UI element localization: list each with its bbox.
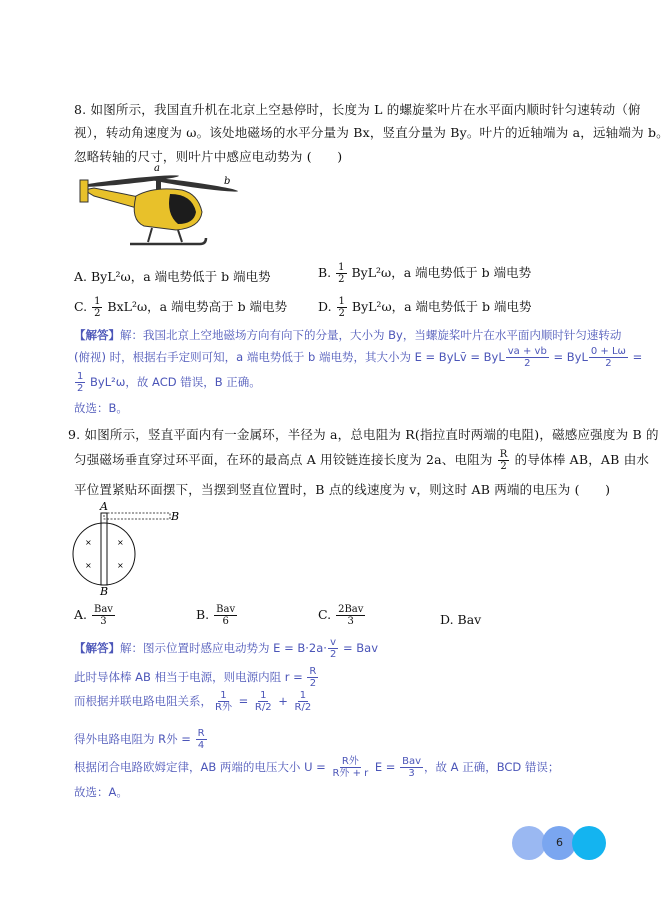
q9-answer-line-4 bbox=[74, 728, 208, 751]
q9-line-2-text: 匀强磁场垂直穿过环平面，在环的最高点 A 用铰链连接长度为 2a、电阻为 bbox=[74, 452, 497, 467]
q8-answer-text-3: ByL²ω，故 ACD 错误，B 正确。 bbox=[86, 375, 261, 389]
fraction-denominator: 3 bbox=[347, 616, 354, 627]
helicopter-figure bbox=[74, 160, 244, 252]
q8-option-c-prefix: C. bbox=[74, 299, 92, 314]
q8-option-b-text: ByL²ω，a 端电势低于 b 端电势 bbox=[347, 265, 532, 280]
landing-skid bbox=[130, 238, 206, 244]
q9-option-b-prefix: B. bbox=[196, 607, 214, 622]
fraction-denominator: R/2 bbox=[254, 702, 272, 713]
page-number: 6 bbox=[556, 836, 563, 849]
q9-option-d[interactable]: D. Bav bbox=[440, 612, 482, 627]
q9-option-b-fraction bbox=[214, 604, 237, 627]
fraction-denominator: 2 bbox=[500, 461, 507, 472]
fraction-numerator: R bbox=[499, 449, 508, 460]
q9-answer-text-1: 解：图示位置时感应电动势为 E = B·2a· bbox=[120, 641, 327, 655]
fraction-denominator: 2 bbox=[338, 308, 345, 319]
q9-option-b[interactable] bbox=[196, 604, 238, 627]
fraction-numerator: Bav bbox=[216, 604, 236, 615]
q8-answer-line-1 bbox=[74, 327, 621, 343]
q9-line-2-fraction bbox=[498, 449, 510, 472]
fraction-numerator: 1 bbox=[77, 371, 84, 382]
field-cross-4: × bbox=[117, 561, 124, 570]
q8-answer-fraction-2 bbox=[589, 346, 628, 369]
skid-strut-2 bbox=[178, 230, 182, 242]
q8-answer-line-4: 故选：B。 bbox=[74, 401, 128, 415]
q8-answer-fraction-1 bbox=[506, 346, 549, 369]
q9-answer-eq: = bbox=[234, 694, 252, 708]
q8-answer-fraction-3 bbox=[75, 371, 85, 394]
q8-answer-text-2c: = bbox=[628, 350, 643, 364]
q9-line-2 bbox=[74, 448, 649, 472]
blade-end-a-label: a bbox=[154, 163, 160, 174]
q9-option-c-fraction bbox=[336, 604, 365, 627]
q9-answer-text-3: 而根据并联电路电阻关系， bbox=[74, 694, 212, 708]
fraction-denominator: 2 bbox=[77, 383, 84, 394]
q9-answer-fraction-4 bbox=[196, 728, 207, 751]
q9-answer-line-5 bbox=[74, 756, 559, 779]
fraction-numerator: 1 bbox=[94, 296, 101, 307]
fraction-numerator: 1 bbox=[299, 690, 307, 701]
q9-answer-fraction-3c bbox=[293, 690, 314, 713]
q9-line-3: 平位置紧贴环面摆下，当摆到竖直位置时，B 点的线速度为 v，则这时 AB 两端的电压为 ( ) bbox=[74, 482, 611, 497]
q9-answer-text-1b: = Bav bbox=[339, 641, 379, 655]
q9-line-1: 9. 如图所示，竖直平面内有一金属环，半径为 a，总电阻为 R(指拉直时两端的电阻)，磁感应强度为 B 的 bbox=[68, 427, 659, 442]
q8-option-b-fraction bbox=[336, 262, 346, 285]
q9-answer-text-5: 根据闭合电路欧姆定律，AB 两端的电压大小 U = bbox=[74, 760, 330, 774]
fraction-denominator: R外 + r bbox=[332, 768, 369, 779]
point-b-bottom-label: B bbox=[100, 585, 109, 598]
fraction-numerator: 1 bbox=[338, 296, 345, 307]
q8-answer-text-1: 解：我国北京上空地磁场方向有向下的分量，大小为 By，当螺旋桨叶片在水平面内顺时针匀速转动 bbox=[120, 328, 622, 342]
q8-option-b-prefix: B. bbox=[318, 265, 336, 280]
fraction-denominator: 2 bbox=[338, 274, 345, 285]
fraction-numerator: Bav bbox=[93, 604, 113, 615]
q9-answer-text-5c: ，故 A 正确，BCD 错误； bbox=[424, 760, 560, 774]
fraction-denominator: 6 bbox=[222, 616, 229, 627]
fraction-denominator: 2 bbox=[605, 358, 612, 369]
fraction-numerator: 1 bbox=[260, 690, 267, 701]
fraction-denominator: 3 bbox=[408, 768, 415, 779]
q8-option-b[interactable] bbox=[318, 262, 531, 285]
fraction-denominator: 2 bbox=[329, 649, 337, 660]
fraction-numerator: 2Bav bbox=[338, 604, 364, 615]
fraction-numerator: va + vb bbox=[507, 346, 547, 357]
q8-answer-line-3 bbox=[74, 371, 261, 394]
point-a-label: A bbox=[100, 500, 108, 513]
q8-option-d-fraction bbox=[337, 296, 347, 319]
fraction-denominator: 3 bbox=[100, 616, 107, 627]
ring-figure bbox=[66, 498, 186, 598]
q8-option-c-text: BxL²ω，a 端电势高于 b 端电势 bbox=[103, 299, 288, 314]
q9-option-a-prefix: A. bbox=[74, 607, 91, 622]
q8-option-c-fraction bbox=[92, 296, 102, 319]
fraction-numerator: R外 bbox=[341, 756, 359, 767]
field-cross-2: × bbox=[117, 538, 124, 547]
q9-answer-line-1 bbox=[74, 637, 378, 660]
fraction-denominator: 2 bbox=[309, 678, 317, 689]
q8-option-d[interactable] bbox=[318, 296, 532, 319]
fraction-denominator: 4 bbox=[197, 740, 205, 751]
q9-answer-fraction-5b bbox=[400, 756, 423, 779]
q9-answer-line-6: 故选：A。 bbox=[74, 785, 128, 799]
q9-option-c[interactable] bbox=[318, 604, 366, 627]
q8-line-3: 忽略转轴的尺寸，则叶片中感应电动势为 ( ) bbox=[74, 149, 343, 164]
q8-answer-text-2: (俯视) 时，根据右手定则可知，a 端电势低于 b 端电势，其大小为 E = ByLv̄ = ByL bbox=[74, 350, 505, 364]
q8-option-a[interactable]: A. ByL²ω，a 端电势低于 b 端电势 bbox=[74, 269, 271, 284]
conductor-rod-horizontal bbox=[104, 513, 170, 519]
field-cross-3: × bbox=[85, 561, 92, 570]
fraction-denominator: R/2 bbox=[294, 702, 312, 713]
page-dot-light bbox=[512, 826, 546, 860]
fraction-numerator: 1 bbox=[338, 262, 345, 273]
q8-line-1: 8. 如图所示，我国直升机在北京上空悬停时，长度为 L 的螺旋桨叶片在水平面内顺时针匀速转动（俯 bbox=[74, 102, 641, 117]
fraction-numerator: R bbox=[309, 666, 317, 677]
q9-answer-fraction-3b bbox=[253, 690, 274, 713]
q8-option-d-text: ByL²ω，a 端电势低于 b 端电势 bbox=[347, 299, 532, 314]
page-dot-cyan bbox=[572, 826, 606, 860]
blade-end-b-label: b bbox=[224, 176, 231, 187]
q8-answer-text-2b: = ByL bbox=[549, 350, 588, 364]
q8-line-2: 视），转动角速度为 ω。该处地磁场的水平分量为 Bx，竖直分量为 By。叶片的近轴端为 a，远轴端为 b。 bbox=[74, 125, 669, 140]
skid-strut-1 bbox=[148, 228, 152, 242]
tail-fin bbox=[80, 180, 88, 202]
fraction-numerator: 0 + Lω bbox=[590, 346, 626, 357]
q8-option-d-prefix: D. bbox=[318, 299, 336, 314]
q9-answer-fraction-5a bbox=[330, 756, 370, 779]
fraction-denominator: R外 bbox=[215, 702, 232, 713]
q9-line-2-text-b: 的导体棒 AB，AB 由水 bbox=[510, 452, 650, 467]
conductor-rod-vertical bbox=[101, 513, 107, 585]
q9-answer-line-2 bbox=[74, 666, 319, 689]
q9-answer-text-5b: E = bbox=[371, 760, 400, 774]
q9-answer-fraction-3a bbox=[213, 690, 234, 713]
q8-answer-line-2 bbox=[74, 346, 642, 369]
point-b-top-label: B bbox=[171, 510, 180, 523]
q9-answer-fraction-1 bbox=[328, 637, 338, 660]
fraction-numerator: v bbox=[330, 637, 337, 648]
fraction-numerator: 1 bbox=[220, 690, 227, 701]
fraction-denominator: 2 bbox=[524, 358, 531, 369]
field-cross-1: × bbox=[85, 538, 92, 547]
fraction-denominator: 2 bbox=[94, 308, 101, 319]
q9-answer-text-4: 得外电路电阻为 R外 = bbox=[74, 732, 195, 746]
fraction-numerator: R bbox=[197, 728, 205, 739]
fraction-numerator: Bav bbox=[402, 756, 422, 767]
q9-answer-plus: + bbox=[274, 694, 292, 708]
metal-ring bbox=[73, 523, 135, 585]
q8-option-c[interactable] bbox=[74, 296, 287, 319]
q9-option-c-prefix: C. bbox=[318, 607, 336, 622]
q9-answer-line-3 bbox=[74, 690, 314, 713]
q9-answer-fraction-2 bbox=[307, 666, 318, 689]
answer-tag: 【解答】 bbox=[74, 328, 120, 342]
q9-option-a-fraction bbox=[92, 604, 115, 627]
answer-tag: 【解答】 bbox=[74, 641, 120, 655]
q9-option-a[interactable] bbox=[74, 604, 116, 627]
q9-answer-text-2: 此时导体棒 AB 相当于电源，则电源内阻 r = bbox=[74, 670, 307, 684]
